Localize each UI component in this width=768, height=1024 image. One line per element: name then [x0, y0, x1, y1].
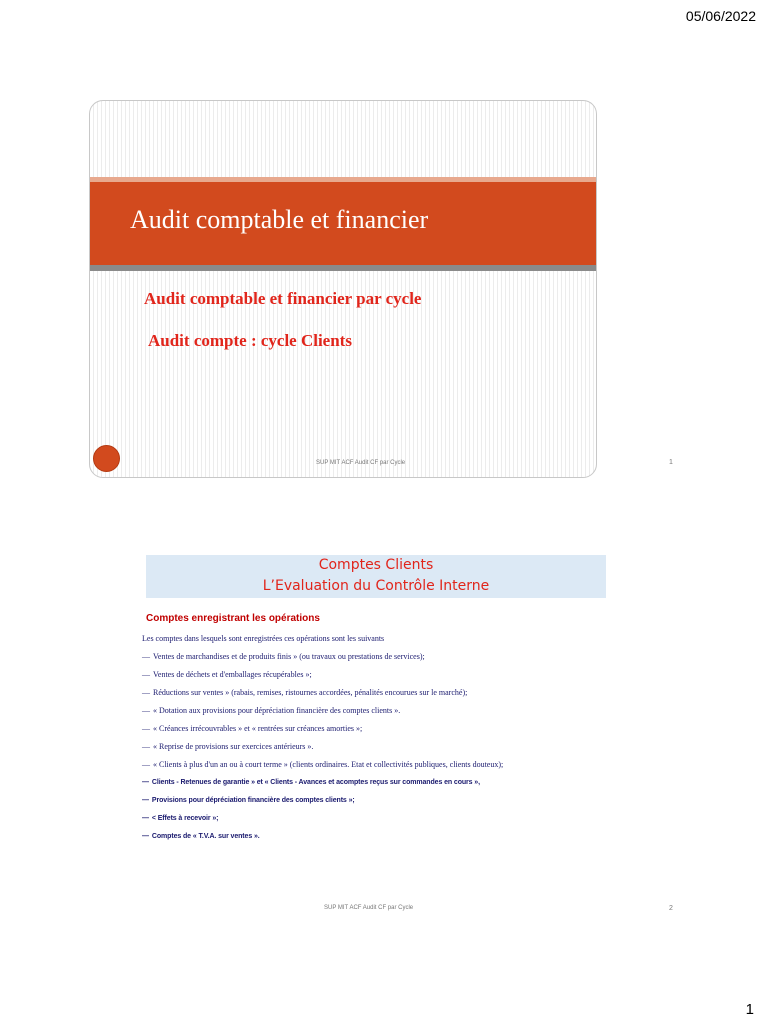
list-item: — Clients - Retenues de garantie » et « Clients - Avances et acomptes reçus sur commandes en cours », — [142, 779, 480, 786]
list-item: — Ventes de marchandises et de produits finis » (ou travaux ou prestations de services); — [142, 652, 425, 661]
orange-circle-decoration — [93, 445, 120, 472]
header-line-2: L’Evaluation du Contrôle Interne — [262, 578, 490, 594]
slide-2-footer: SUP MIT ACF Audit CF par Cycle — [324, 905, 414, 911]
list-item: — « Clients à plus d'un an ou à court terme » (clients ordinaires. Etat et collectivités publiques, clients douteux); — [142, 760, 504, 769]
slide-subtitle-2: Audit compte : cycle Clients — [148, 331, 352, 350]
page-number: 1 — [745, 1001, 754, 1018]
slide-2-number: 2 — [669, 905, 673, 912]
list-item: — « Créances irrécouvrables » et « rentrées sur créances amorties »; — [142, 724, 363, 733]
section-title: Comptes enregistrant les opérations — [146, 613, 320, 624]
list-item: — Comptes de « T.V.A. sur ventes ». — [142, 833, 260, 840]
slide-title: Audit comptable et financier — [130, 205, 429, 234]
slide-1 — [89, 100, 597, 478]
intro-text: Les comptes dans lesquels sont enregistrées ces opérations sont les suivants — [142, 634, 385, 643]
list-item: — < Effets à recevoir »; — [142, 815, 219, 822]
date-header: 05/06/2022 — [685, 8, 756, 24]
slide-1-number: 1 — [669, 459, 673, 466]
header-line-1: Comptes Clients — [318, 557, 434, 573]
list-item: — « Reprise de provisions sur exercices antérieurs ». — [142, 742, 314, 751]
slide-subtitle-1: Audit comptable et financier par cycle — [144, 289, 422, 308]
gray-divider — [90, 265, 596, 271]
list-item: — Ventes de déchets et d'emballages récupérables »; — [142, 670, 312, 679]
list-item: — Provisions pour dépréciation financière des comptes clients »; — [142, 797, 355, 804]
list-item: — Réductions sur ventes » (rabais, remises, ristournes accordées, pénalités encourues sur le marché); — [142, 688, 468, 697]
slide-2-header — [146, 555, 606, 598]
slide-footer: SUP MIT ACF Audit CF par Cycle — [316, 460, 406, 466]
accounts-list — [142, 652, 572, 850]
list-item: — « Dotation aux provisions pour dépréciation financière des comptes clients ». — [142, 706, 401, 715]
